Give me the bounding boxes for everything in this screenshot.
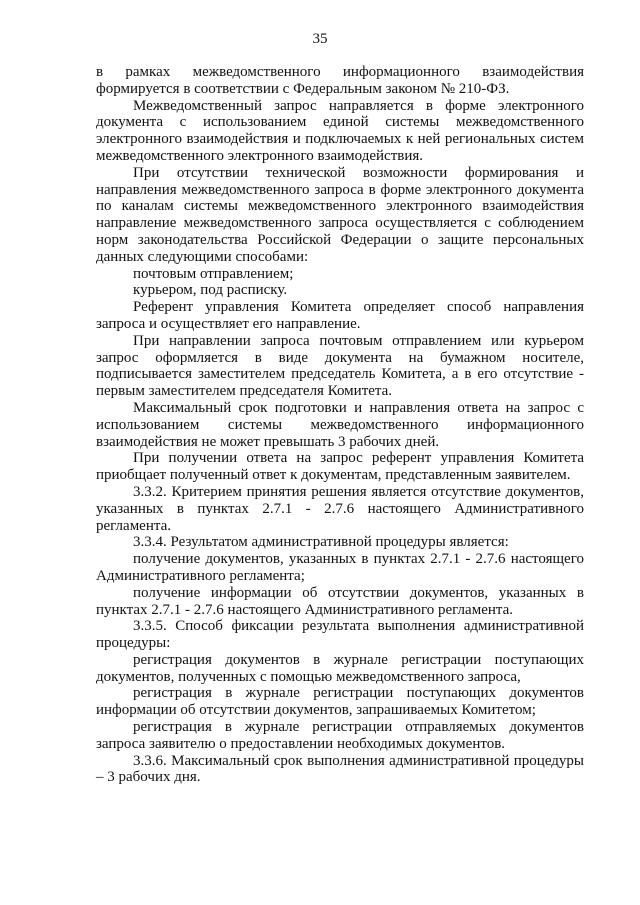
list-item: регистрация в журнале регистрации отправляемых документов запроса заявителю о предоставлении необходимых документов. (96, 719, 584, 752)
list-item: регистрация в журнале регистрации поступающих документов информации об отсутствии документов, запрашиваемых Комитетом; (96, 685, 584, 719)
list-item: получение информации об отсутствии документов, указанных в пунктах 2.7.1 - 2.7.6 настоящего Административного регламента. (96, 584, 584, 618)
list-item: регистрация документов в журнале регистрации поступающих документов, полученных с помощью межведомственного запроса, (96, 651, 584, 685)
list-item: курьером, под расписку. (133, 282, 288, 299)
paragraph: 3.3.4. Результатом административной процедуры является: (133, 534, 509, 551)
page-number: 35 (312, 31, 328, 47)
paragraph: Максимальный срок подготовки и направления ответа на запрос с использованием системы межведомственного информационного взаимодействия не может превышать 3 рабочих дней. (96, 399, 584, 450)
paragraph: При отсутствии технической возможности формирования и направления межведомственного запроса в форме электронного документа по каналам системы межведомственного электронного взаимодействия направление межведомственного запроса осуществляется с соблюдением норм законодательства Российской Федерации о защите персональных данных следующими способами: (96, 164, 584, 265)
list-item: получение документов, указанных в пунктах 2.7.1 - 2.7.6 настоящего Административного регламента; (96, 551, 584, 584)
paragraph: 3.3.6. Максимальный срок выполнения административной процедуры – 3 рабочих дня. (96, 752, 584, 786)
paragraph: При направлении запроса почтовым отправлением или курьером запрос оформляется в виде документа на бумажном носителе, подписывается заместителем председатель Комитета, а в его отсутствие - первым заместителем председателя Комитета. (96, 332, 584, 400)
list-item: почтовым отправлением; (133, 265, 294, 282)
paragraph: Межведомственный запрос направляется в форме электронного документа с использованием единой системы межведомственного электронного взаимодействия и подключаемых к ней региональных систем межведомственного электронного взаимодействия. (96, 97, 584, 164)
paragraph: 3.3.5. Способ фиксации результата выполнения административной процедуры: (96, 618, 584, 652)
paragraph-continuation: в рамках межведомственного информационного взаимодействия формируется в соответствии с Федеральным законом № 210-ФЗ. (96, 64, 584, 97)
paragraph: При получении ответа на запрос референт управления Комитета приобщает полученный ответ к документам, представленным заявителем. (96, 450, 584, 484)
paragraph: 3.3.2. Критерием принятия решения является отсутствие документов, указанных в пунктах 2.7.1 - 2.7.6 настоящего Административного регламента. (96, 483, 584, 534)
paragraph: Референт управления Комитета определяет способ направления запроса и осуществляет его направление. (96, 299, 584, 332)
document-body (96, 64, 584, 786)
